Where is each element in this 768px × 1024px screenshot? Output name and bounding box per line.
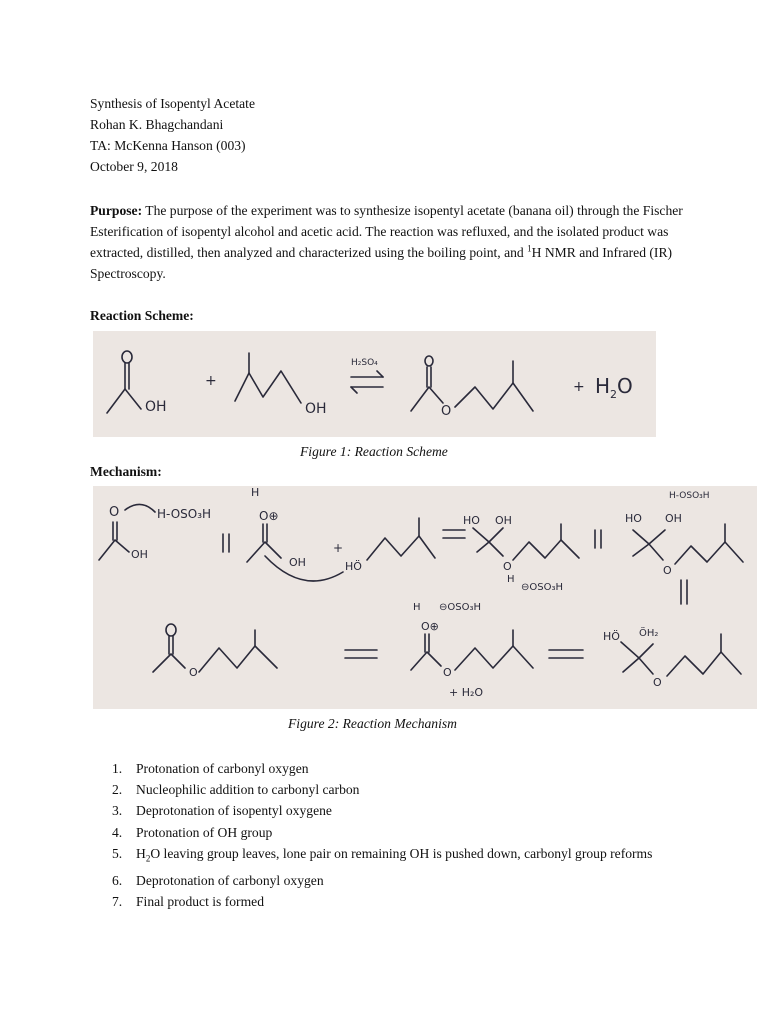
svg-text:⊖OSO₃H: ⊖OSO₃H — [521, 582, 563, 593]
svg-text:⊖OSO₃H: ⊖OSO₃H — [439, 602, 481, 613]
svg-text:H-OSO₃H: H-OSO₃H — [157, 507, 212, 521]
document-header — [90, 93, 255, 177]
svg-text:HÖ: HÖ — [603, 630, 620, 643]
svg-text:+ H₂O: + H₂O — [449, 686, 484, 699]
svg-text:O: O — [109, 505, 120, 520]
list-item: 4. Protonation of OH group — [112, 824, 273, 840]
svg-text:OH: OH — [665, 512, 682, 525]
list-item: 5. $H_2O$ leaving group leaves, lone pair on remaining OH is pushed down, carbonyl group reforms — [112, 845, 653, 864]
figure-2-caption: Figure 2: Reaction Mechanism — [288, 716, 457, 731]
svg-text:OH: OH — [131, 548, 148, 561]
svg-text:O⊕: O⊕ — [421, 620, 439, 633]
svg-text:O: O — [189, 666, 198, 679]
svg-text:OH: OH — [145, 399, 167, 415]
mechanism-steps-list — [112, 758, 672, 912]
list-item: 6. Deprotonation of carbonyl oxygen — [112, 872, 324, 888]
svg-text:H-OSO₃H: H-OSO₃H — [669, 491, 710, 501]
author-name: Rohan K. Bhagchandani — [90, 117, 224, 132]
ta-line: TA: McKenna Hanson (003) — [90, 138, 246, 153]
svg-text:+: + — [205, 373, 217, 389]
svg-text:O: O — [663, 564, 672, 577]
purpose-label: Purpose: — [90, 203, 143, 218]
list-item: 7. Final product is formed — [112, 893, 264, 909]
svg-text:H₂SO₄: H₂SO₄ — [351, 358, 378, 368]
svg-text:H2O: $H_2O$ — [595, 374, 633, 401]
purpose-text-1: The purpose of the experiment was to synthesize isopentyl acetate (banana oil) through the Fischer Esterification of isopentyl alcohol and acetic acid. The reaction was refluxed, and the isolated product was extracted, distilled, then analyzed and characterized using the boiling point, and — [90, 203, 683, 260]
purpose-paragraph — [90, 200, 690, 284]
list-item: 1. Protonation of carbonyl oxygen — [112, 761, 309, 776]
svg-text:O: O — [503, 560, 512, 573]
document-title: Synthesis of Isopentyl Acetate — [90, 96, 255, 111]
svg-text:+: + — [333, 541, 344, 555]
list-item: 3. Deprotonation of isopentyl oxygene — [112, 803, 332, 819]
svg-text:O: O — [653, 676, 662, 689]
figure-1-caption: Figure 1: Reaction Scheme — [300, 444, 448, 459]
svg-text:OH: OH — [305, 401, 327, 417]
mechanism-figure — [93, 486, 757, 709]
purpose-text-2: H NMR and Infrared (IR) Spectroscopy. — [90, 245, 673, 281]
svg-text:H: H — [507, 574, 515, 585]
document-date: October 9, 2018 — [90, 159, 178, 174]
svg-text:+: + — [573, 379, 585, 395]
svg-text:HO: HO — [463, 514, 480, 527]
mechanism-drawing — [93, 486, 757, 709]
purpose-superscript: 1 — [527, 243, 532, 254]
reaction-scheme-heading: Reaction Scheme: — [90, 308, 194, 323]
reaction-scheme-figure — [93, 331, 656, 437]
svg-text:O⊕: O⊕ — [259, 509, 279, 523]
mechanism-heading: Mechanism: — [90, 464, 162, 479]
reaction-scheme-drawing — [93, 331, 656, 437]
svg-text:OH: OH — [289, 556, 306, 569]
svg-text:H: H — [413, 602, 421, 613]
svg-text:O: O — [443, 666, 452, 679]
svg-text:HO: HO — [625, 512, 642, 525]
svg-text:H: H — [251, 486, 260, 499]
svg-text:OH: OH — [495, 514, 512, 527]
svg-text:O: O — [441, 404, 452, 419]
list-item: 2. Nucleophilic addition to carbonyl carbon — [112, 782, 360, 798]
svg-text:HÖ: HÖ — [345, 560, 362, 573]
svg-text:ÖH₂: ÖH₂ — [639, 628, 659, 639]
